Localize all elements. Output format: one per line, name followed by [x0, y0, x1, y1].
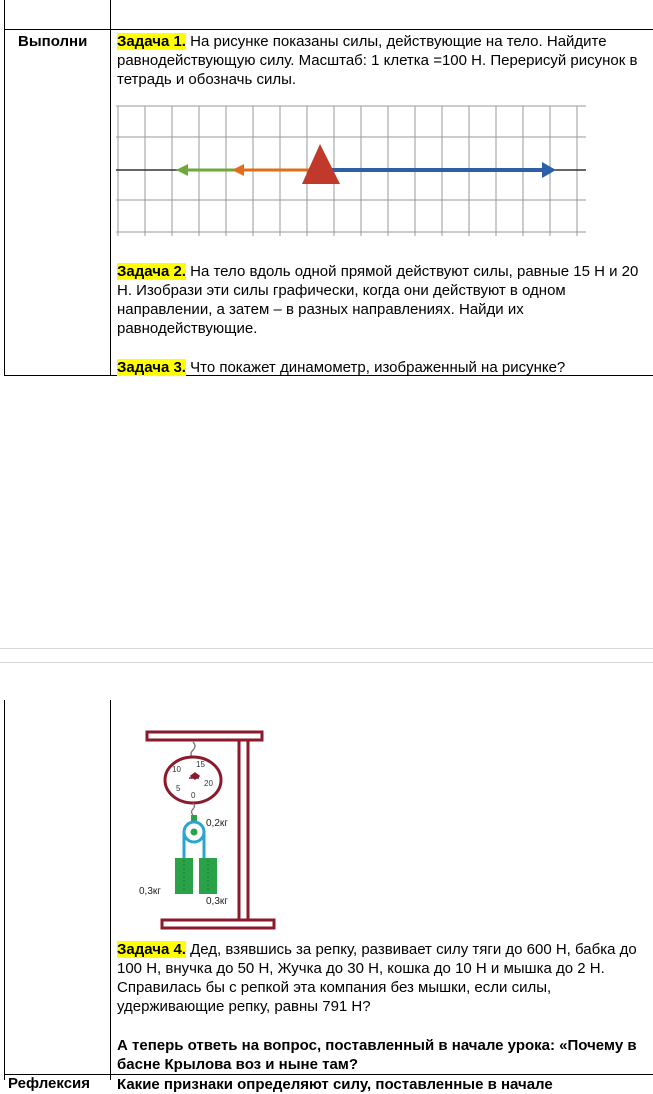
table-column-divider [110, 0, 111, 376]
task-2-body: На тело вдоль одной прямой действуют силы, равные 15 Н и 20 Н. Изобрази эти силы графически, когда они действуют в одном направлении, а затем – в разных направлениях. Найди их равнодействующие. [117, 263, 639, 337]
task-4-text [117, 940, 647, 1016]
scale-15: 15 [196, 760, 205, 769]
force-orange-arrow [232, 164, 319, 176]
table-left-border [4, 0, 5, 376]
reflection-text: Какие признаки определяют силу, поставленные в начале [117, 1076, 553, 1093]
task-3-body: Что покажет динамометр, изображенный на рисунке? [185, 359, 566, 376]
pulley-mass-label: 0,2кг [206, 818, 228, 829]
scale-5: 5 [176, 784, 181, 793]
lower-hook [192, 803, 195, 815]
page-separator-top [0, 648, 653, 649]
frame-post [239, 740, 248, 920]
force-blue-arrow [319, 162, 556, 178]
task-2-text [117, 262, 647, 338]
task-3-title: Задача 3. [117, 359, 186, 376]
scale-20: 20 [204, 779, 213, 788]
table-row-border [4, 29, 653, 30]
task-4-body: Дед, взявшись за репку, развивает силу тяги до 600 Н, бабка до 100 Н, внучка до 50 Н, Жучка до 30 Н, кошка до 10 Н и мышка до 2 Н. Справилась бы с репкой эта компания без мышки, если силы, удерживающие репку, равны 791 Н? [117, 941, 637, 1015]
table-left-border [4, 700, 5, 1080]
row-label-reflection: Рефлексия [8, 1075, 91, 1092]
final-question: А теперь ответь на вопрос, поставленный в начале урока: «Почему в басне Крылова воз и ныне там? [117, 1037, 637, 1073]
task-1-text [117, 32, 647, 89]
table-column-divider [110, 700, 111, 1080]
right-mass-label: 0,3кг [206, 896, 228, 907]
task-3-text [117, 358, 647, 377]
page-separator-bottom [0, 662, 653, 663]
dynamometer-figure [136, 728, 296, 963]
page-1 [0, 0, 653, 376]
frame-base [162, 920, 274, 928]
row-label-do: Выполни [18, 33, 88, 50]
pulley-axle [191, 829, 198, 836]
task-4-title: Задача 4. [117, 941, 186, 958]
left-mass-label: 0,3кг [139, 886, 161, 897]
page-2 [0, 700, 653, 1093]
task-2-title: Задача 2. [117, 263, 186, 280]
scale-10: 10 [172, 765, 181, 774]
task-1-body: На рисунке показаны силы, действующие на тело. Найдите равнодействующую силу. Масштаб: 1 клетка =100 Н. Перерисуй рисунок в тетрадь и обозначь силы. [117, 33, 638, 88]
task-1-title: Задача 1. [117, 33, 186, 50]
forces-figure [114, 104, 594, 239]
scale-0: 0 [191, 791, 196, 800]
